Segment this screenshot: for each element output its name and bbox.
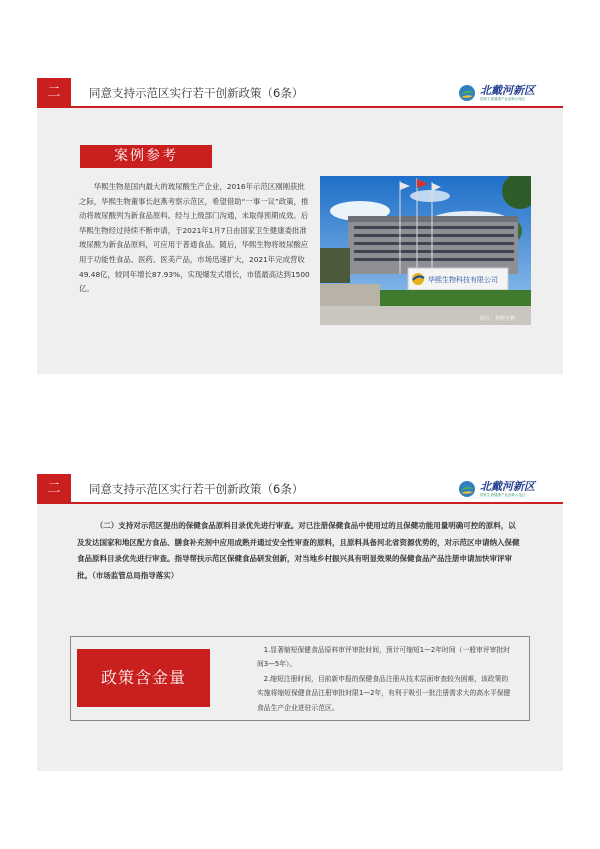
logo-emblem-icon bbox=[458, 480, 476, 498]
policy-paragraph: （二）支持对示范区提出的保健食品原料目录优先进行审查。对已注册保健食品中使用过的且保健功能用量明确可控的原料，以及发达国家和地区配方食品、膳食补充剂中应用成熟并通过安全性审查的原料，且原料具备河北省资源优势的，对示范区申请纳入保健食品原料目录优先进行审查。指导帮扶示范区保健食品研发创新，对当地乡村振兴具有明显效果的保健食品产品注册申请加快审评审批。（市场监管总局指导落实） bbox=[77, 521, 520, 580]
logo-text: 北戴河新区 bbox=[480, 83, 535, 97]
section-number: 二 bbox=[37, 474, 71, 504]
company-building-photo bbox=[320, 176, 531, 325]
logo-emblem-icon bbox=[458, 84, 476, 102]
logo-subtext: 国家生命健康产业创新示范区 bbox=[480, 492, 526, 497]
policy-point: 1.显著缩短保健食品原料审评审批时间，预计可缩短1—2年时间（一般审评审批时间3—5年）。 bbox=[257, 646, 511, 669]
section-title: 同意支持示范区实行若干创新政策（6条） bbox=[89, 482, 304, 496]
policy-value-badge: 政策含金量 bbox=[77, 649, 210, 707]
case-reference-badge: 案例参考 bbox=[80, 145, 212, 168]
section-title: 同意支持示范区实行若干创新政策（6条） bbox=[89, 86, 304, 100]
logo-subtext: 国家生命健康产业创新示范区 bbox=[480, 96, 526, 101]
slide-header bbox=[37, 474, 563, 504]
policy-value-points bbox=[257, 643, 513, 715]
case-description: 华熙生物是国内最大的玻尿酸生产企业，2016年示范区刚刚获批之际，华熙生物董事长赵燕考察示范区，希望借助“一事一议”政策，推动将玻尿酸列为新食品原料。经与上级部门沟通，未取得预期成效。后华熙生物经过持续不断申请，于2021年1月7日由国家卫生健康委批准玻尿酸为新食品原料，可应用于普通食品。随后，华熙生物将玻尿酸应用于功能性食品、医药、医美产品，市场迅速扩大，2021年完成营收49.48亿，较同年增长87.93%，实现爆发式增长，市值最高达到1500亿。 bbox=[79, 182, 310, 294]
district-logo bbox=[458, 83, 535, 103]
policy-point: 2.缩短注册时间，目前新申报的保健食品注册从技术层面审查较为困难，该政策的实施将缩短保健食品注册审批时限1—2年，有利于吸引一批注册需求大的高水平保健食品生产企业进驻示范区。 bbox=[257, 674, 511, 712]
logo-text: 北戴河新区 bbox=[480, 479, 535, 493]
photo-watermark: 图片：华熙生物 bbox=[480, 316, 516, 322]
header-divider bbox=[71, 106, 563, 108]
sign-text: 华熙生物科技有限公司 bbox=[428, 276, 498, 284]
header-divider bbox=[71, 502, 563, 504]
slide-policy-detail bbox=[37, 474, 563, 771]
section-number: 二 bbox=[37, 78, 71, 108]
district-logo bbox=[458, 479, 535, 499]
policy-value-box bbox=[70, 636, 530, 721]
slide-header bbox=[37, 78, 563, 108]
slide-case-reference bbox=[37, 78, 563, 374]
